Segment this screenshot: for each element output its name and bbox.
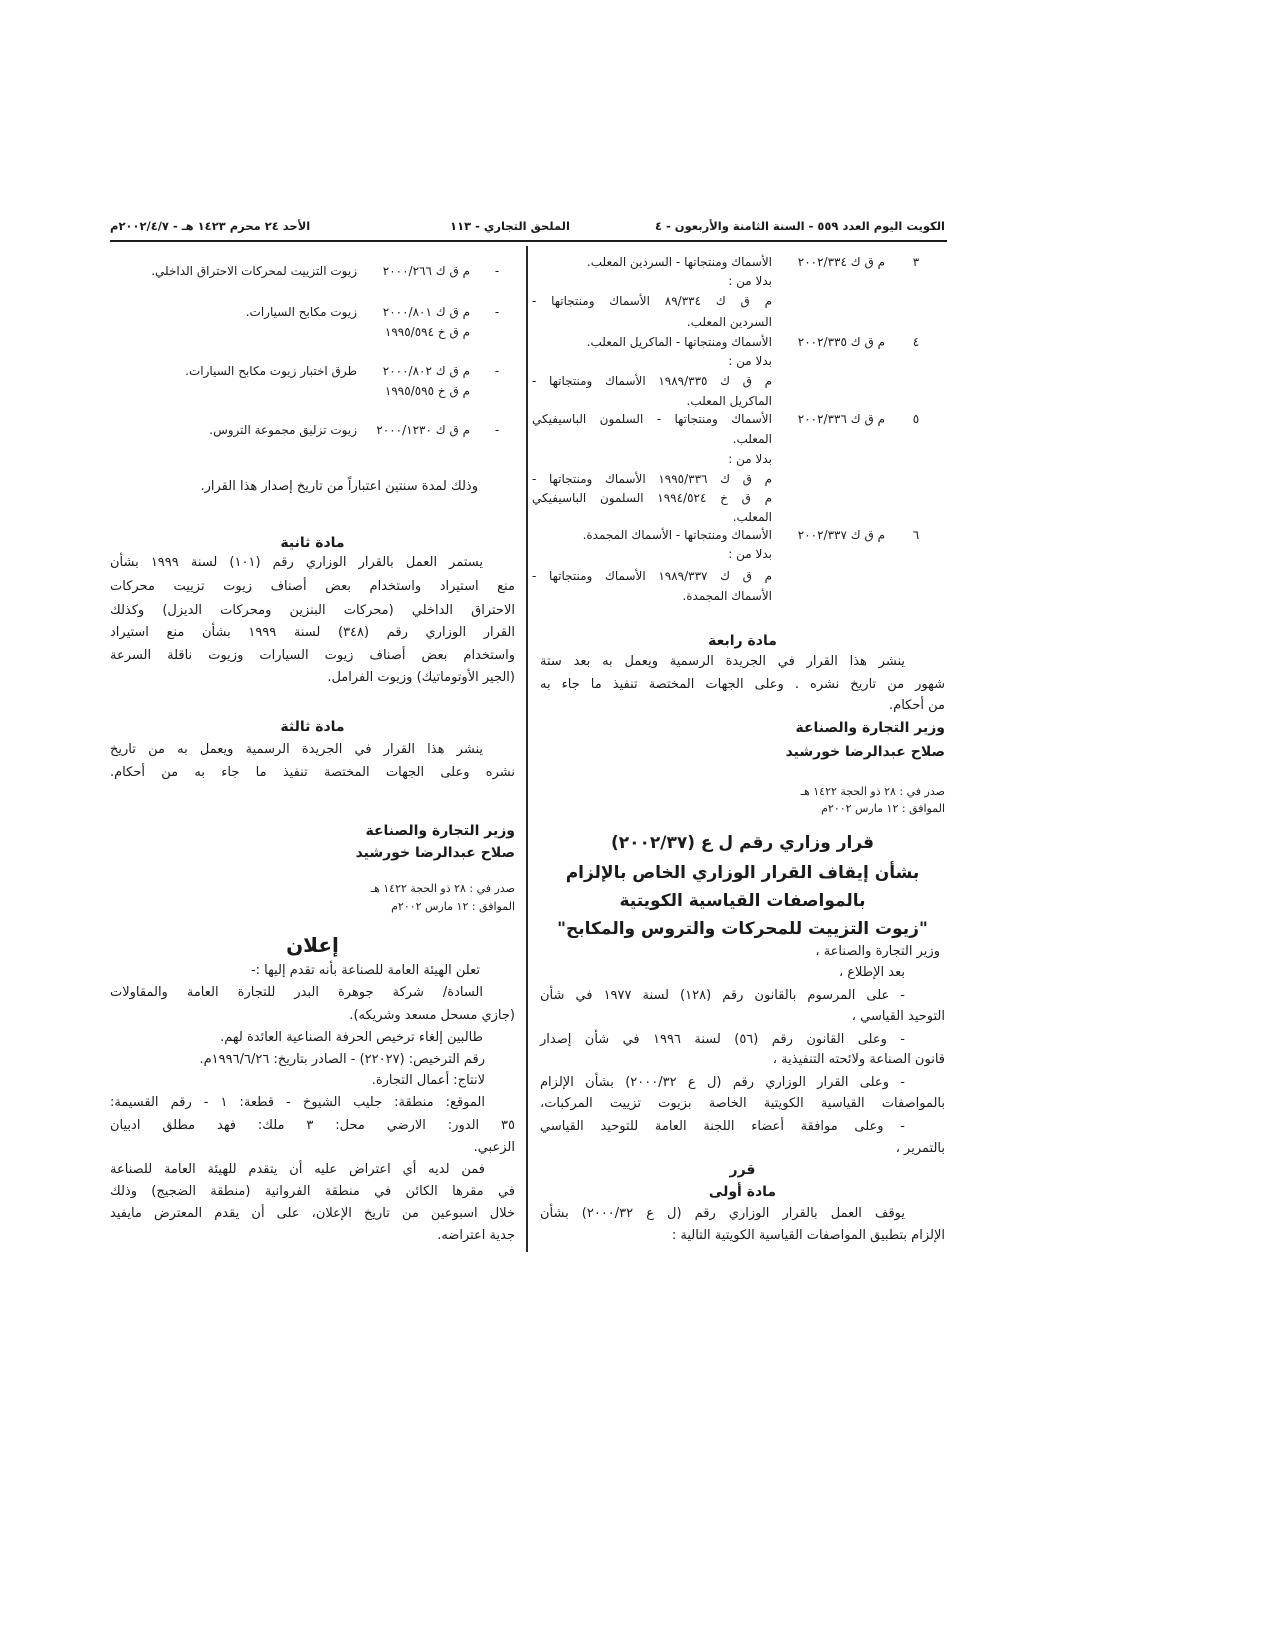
fish-standard-title-line: الأسماك ومنتجاتها - الماكريل المعلب. — [586, 335, 772, 349]
fish-standard-title-line: المعلب. — [732, 432, 772, 446]
signature-name: صلاح عبدالرضا خورشيد — [355, 845, 515, 861]
announcement-line: ٣٥ الدور: الارضي محل: ٣ ملك: فهد مطلق ادبيان — [110, 1118, 515, 1133]
article-heading: مادة ثالثة — [280, 719, 345, 735]
duration-note: وذلك لمدة سنتين اعتباراً من تاريخ إصدار هذا القرار. — [200, 479, 478, 494]
article-line: شهور من تاريخ نشره . وعلى الجهات المختصة تنفيذ ما جاء به — [540, 677, 945, 692]
header-issue: الكويت اليوم العدد ٥٥٩ - السنة الثامنة والأربعون - ٤ — [654, 219, 945, 233]
fish-standard-replaces-line: السردين المعلب. — [686, 315, 772, 329]
article-line: ينشر هذا القرار في الجريدة الرسمية ويعمل به من تاريخ — [110, 742, 483, 757]
preamble-line: - وعلى موافقة أعضاء اللجنة العامة للتوحيد القياسي — [540, 1119, 905, 1134]
fish-standard-title-line: الأسماك ومنتجاتها - السلمون الباسيفيكي — [532, 412, 772, 426]
fish-standard-replaces-line: الماكريل المعلب. — [686, 394, 772, 408]
decision-title-line: قرار وزاري رقم ل ع (٢٠٠٢/٣٧) — [610, 833, 875, 853]
lubricant-standard-title: زيوت مكابح السيارات. — [245, 305, 357, 319]
article-heading: مادة ثانية — [280, 535, 345, 551]
announcement-line: جدية اعتراضه. — [437, 1228, 515, 1243]
fish-standard-replaces-line: م ق خ ١٩٩٤/٥٢٤ السلمون الباسيفيكي — [532, 491, 772, 505]
article-line: (الجير الأوتوماتيك) وزيوت الفرامل. — [327, 670, 515, 685]
fish-standard-code: م ق ك ٢٠٠٢/٣٣٧ — [797, 528, 885, 542]
signature-title: وزير التجارة والصناعة — [795, 720, 945, 736]
decided-heading: قرر — [729, 1162, 756, 1178]
article-line: ينشر هذا القرار في الجريدة الرسمية ويعمل به بعد ستة — [540, 654, 905, 669]
article-line: واستخدام بعض أصناف زيوت السيارات وزيوت ناقلة السرعة — [110, 648, 515, 663]
preamble-line: - على المرسوم بالقانون رقم (١٢٨) لسنة ١٩٧٧ في شأن — [540, 988, 906, 1003]
announcement-heading: إعلان — [286, 933, 339, 957]
fish-standard-title-line: الأسماك ومنتجاتها - السردين المعلب. — [586, 255, 772, 269]
header-supplement: الملحق التجاري - ١١٣ — [450, 219, 570, 233]
preamble-line: - وعلى القانون رقم (٥٦) لسنة ١٩٩٦ في شأن إصدار — [540, 1032, 905, 1047]
decision-title-line: بالمواصفات القياسية الكويتية — [619, 891, 866, 911]
lubricant-standard-code: م ق ك ٢٠٠٠/١٢٣٠ — [376, 423, 470, 437]
article-line: الإلزام بتطبيق المواصفات القياسية الكويتية التالية : — [671, 1228, 945, 1243]
preamble-line: وزير التجارة والصناعة ، — [815, 944, 940, 959]
list-bullet: - — [494, 364, 500, 378]
fish-standard-replaces-line: م ق ك ١٩٩٥/٣٣٦ الأسماك ومنتجاتها - — [532, 472, 773, 486]
announcement-line: فمن لديه أي اعتراض عليه أن يتقدم للهيئة العامة للصناعة — [110, 1162, 485, 1177]
fish-standard-number: ٣ — [912, 255, 920, 269]
lubricant-standard-title: طرق اختبار زيوت مكابح السيارات. — [185, 364, 357, 378]
article-line: يوقف العمل بالقرار الوزاري رقم (ل ع ٢٠٠٠/٣٢) بشأن — [540, 1206, 905, 1221]
fish-standard-code: م ق ك ٢٠٠٢/٣٣٤ — [797, 255, 885, 269]
lubricant-standard-code: م ق ك ٢٠٠٠/٢٦٦ — [382, 264, 470, 278]
preamble-line: - وعلى القرار الوزاري رقم (ل ع ٢٠٠٠/٣٢) بشأن الإلزام — [540, 1075, 905, 1090]
announcement-line: الموقع: منطقة: جليب الشيوخ - قطعة: ١ - رقم القسيمة: — [110, 1095, 485, 1110]
announcement-line: طالبين إلغاء ترخيص الحرفة الصناعية العائدة لهم. — [220, 1030, 483, 1045]
article-heading: مادة أولى — [708, 1184, 777, 1200]
lubricant-standard-title: زيوت التزييت لمحركات الاحتراق الداخلي. — [151, 264, 357, 278]
issued-hijri-date: صدر في : ٢٨ ذو الحجة ١٤٢٢ هـ — [800, 785, 945, 798]
article-line: نشره وعلى الجهات المختصة تنفيذ ما جاء به من أحكام. — [110, 765, 515, 780]
lubricant-standard-code: م ق ك ٢٠٠٠/٨٠٢ — [382, 364, 470, 378]
announcement-line: رقم الترخيص: (٢٢٠٢٧) - الصادر بتاريخ: ١٩٩٦/٦/٢٦م. — [199, 1052, 485, 1067]
fish-standard-number: ٤ — [912, 335, 920, 349]
header-rule — [110, 240, 947, 242]
article-line: الاحتراق الداخلي (محركات البنزين ومحركات الديزل) وكذلك — [110, 603, 515, 618]
announcement-line: الزعبي. — [473, 1140, 515, 1155]
preamble-line: قانون الصناعة ولائحته التنفيذية ، — [772, 1052, 945, 1067]
decision-title-line: "زيوت التزييت للمحركات والتروس والمكابح" — [557, 919, 928, 939]
issued-gregorian-date: الموافق : ١٢ مارس ٢٠٠٢م — [391, 900, 515, 913]
signature-name: صلاح عبدالرضا خورشيد — [785, 744, 945, 760]
issued-hijri-date: صدر في : ٢٨ ذو الحجة ١٤٢٢ هـ — [370, 882, 515, 895]
fish-standard-number: ٥ — [912, 412, 920, 426]
announcement-line: في مقرها الكائن في منطقة الفروانية (منطقة الضجيج) وذلك — [110, 1184, 515, 1199]
fish-standard-replaces-line: م ق ك ١٩٨٩/٣٣٥ الأسماك ومنتجاتها - — [532, 374, 773, 388]
article-line: القرار الوزاري رقم (٣٤٨) لسنة ١٩٩٩ بشأن منع استيراد — [110, 625, 515, 640]
article-line: منع استيراد واستخدام بعض أصناف زيوت تزييت محركات — [110, 579, 515, 594]
lubricant-standard-alt-code: م ق خ ١٩٩٥/٥٩٤ — [384, 325, 470, 339]
lubricant-standard-code: م ق ك ٢٠٠٠/٨٠١ — [382, 305, 470, 319]
fish-standard-replaces-line: الأسماك المجمدة. — [682, 589, 772, 603]
fish-standard-replaces-line: المعلب. — [732, 510, 772, 524]
article-heading: مادة رابعة — [708, 633, 777, 649]
announcement-line: خلال اسبوعين من تاريخ الإعلان، على أن يقدم المعترض مايفيد — [110, 1206, 515, 1221]
article-line: من أحكام. — [889, 698, 945, 713]
announcement-line: تعلن الهيئة العامة للصناعة بأنه تقدم إليها :- — [250, 963, 480, 978]
fish-standard-code: م ق ك ٢٠٠٢/٣٣٥ — [797, 335, 885, 349]
signature-title: وزير التجارة والصناعة — [365, 823, 515, 839]
list-bullet: - — [494, 305, 500, 319]
announcement-line: (جازي مسحل مسعد وشريكه). — [349, 1008, 515, 1023]
article-line: يستمر العمل بالقرار الوزاري رقم (١٠١) لسنة ١٩٩٩ بشأن — [110, 555, 483, 570]
announcement-line: السادة/ شركة جوهرة البدر للتجارة العامة والمقاولات — [110, 985, 483, 1000]
preamble-line: بالتمرير ، — [895, 1141, 945, 1156]
decision-title-line: بشأن إيقاف القرار الوزاري الخاص بالإلزام — [565, 863, 920, 883]
preamble-line: التوحيد القياسي ، — [851, 1009, 945, 1024]
column-divider — [526, 246, 528, 1252]
preamble-line: بالمواصفات القياسية الكويتية الخاصة بزيوت تزييت المركبات، — [540, 1096, 945, 1111]
fish-standard-code: م ق ك ٢٠٠٢/٣٣٦ — [797, 412, 885, 426]
header-date: الأحد ٢٤ محرم ١٤٢٣ هـ - ٢٠٠٢/٤/٧م — [110, 219, 311, 233]
preamble-line: بعد الإطلاع ، — [838, 965, 905, 980]
fish-standard-replaces-line: م ق ك ٨٩/٣٣٤ الأسماك ومنتجاتها - — [532, 294, 772, 308]
fish-standard-replaces-label: بدلا من : — [728, 354, 772, 368]
fish-standard-number: ٦ — [912, 528, 920, 542]
issued-gregorian-date: الموافق : ١٢ مارس ٢٠٠٢م — [821, 802, 945, 815]
lubricant-standard-alt-code: م ق خ ١٩٩٥/٥٩٥ — [384, 384, 470, 398]
fish-standard-title-line: الأسماك ومنتجاتها - الأسماك المجمدة. — [582, 528, 772, 542]
list-bullet: - — [494, 264, 500, 278]
lubricant-standard-title: زيوت تزليق مجموعة التروس. — [209, 423, 357, 437]
fish-standard-replaces-label: بدلا من : — [728, 274, 772, 288]
fish-standard-replaces-line: م ق ك ١٩٨٩/٣٣٧ الأسماك ومنتجاتها - — [532, 569, 773, 583]
fish-standard-replaces-label: بدلا من : — [728, 547, 772, 561]
list-bullet: - — [494, 423, 500, 437]
fish-standard-replaces-label: بدلا من : — [728, 452, 772, 466]
announcement-line: لانتاج: أعمال التجارة. — [371, 1073, 485, 1088]
